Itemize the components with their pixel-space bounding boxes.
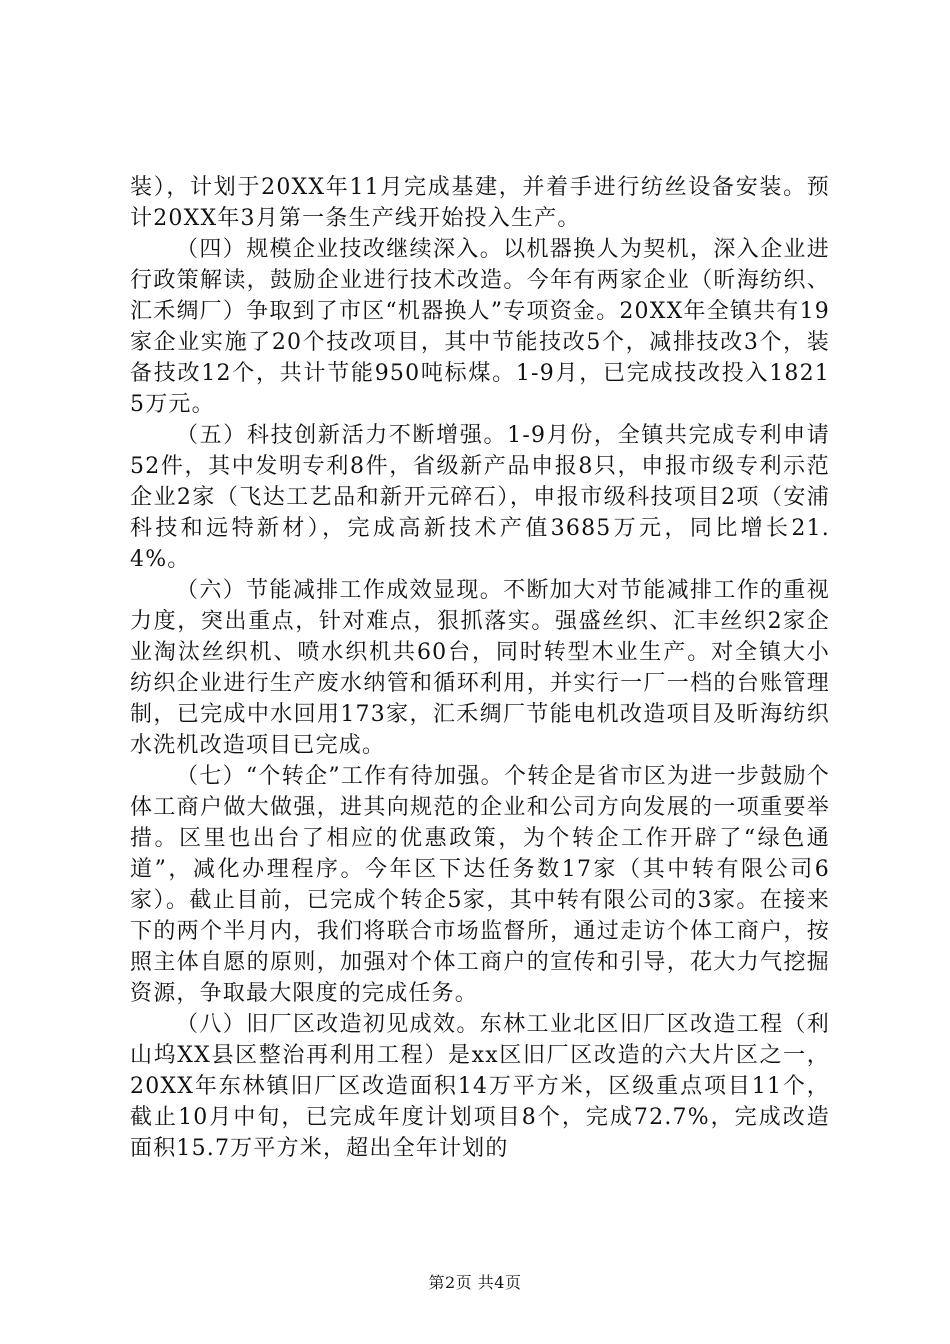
- document-body: [130, 172, 830, 1164]
- paragraph-section-8: （八）旧厂区改造初见成效。东林工业北区旧厂区改造工程（利山坞XX县区整治再利用工程）是xx区旧厂区改造的六大片区之一，20XX年东林镇旧厂区改造面积14万平方米，区级重点项目11个，截止10月中旬，已完成年度计划项目8个，完成72.7%，完成改造面积15.7万平方米，超出全年计划的: [130, 1012, 830, 1161]
- page-footer: 第2页 共4页: [428, 1273, 522, 1292]
- paragraph-section-4: （四）规模企业技改继续深入。以机器换人为契机，深入企业进行政策解读，鼓励企业进行技术改造。今年有两家企业（昕海纺织、汇禾绸厂）争取到了市区“机器换人”专项资金。20XX年全镇共有19家企业实施了20个技改项目，其中节能技改5个，减排技改3个，装备技改12个，共计节能950吨标煤。1-9月，已完成技改投入18215万元。: [130, 237, 830, 417]
- paragraph-section-6: （六）节能减排工作成效显现。不断加大对节能减排工作的重视力度，突出重点，针对难点，狠抓落实。强盛丝织、汇丰丝织2家企业淘汰丝织机、喷水织机共60台，同时转型木业生产。对全镇大小纺织企业进行生产废水纳管和循环利用，并实行一厂一档的台账管理制，已完成中水回用173家，汇禾绸厂节能电机改造项目及昕海纺织水洗机改造项目已完成。: [130, 578, 830, 758]
- paragraph-section-5: （五）科技创新活力不断增强。1-9月份，全镇共完成专利申请52件，其中发明专利8件，省级新产品申报8只，申报市级专利示范企业2家（飞达工艺品和新开元碎石），申报市级科技项目2项（安浦科技和远特新材），完成高新技术产值3685万元，同比增长21.4%。: [130, 423, 830, 572]
- paragraph-section-7: （七）“个转企”工作有待加强。个转企是省市区为进一步鼓励个体工商户做大做强，进其向规范的企业和公司方向发展的一项重要举措。区里也出台了相应的优惠政策，为个转企工作开辟了“绿色通道”，减化办理程序。今年区下达任务数17家（其中转有限公司6家）。截止目前，已完成个转企5家，其中转有限公司的3家。在接来下的两个半月内，我们将联合市场监督所，通过走访个体工商户，按照主体自愿的原则，加强对个体工商户的宣传和引导，花大力气挖掘资源，争取最大限度的完成任务。: [130, 764, 830, 1006]
- paragraph-continuation: 装），计划于20XX年11月完成基建，并着手进行纺丝设备安装。预计20XX年3月第一条生产线开始投入生产。: [130, 175, 830, 231]
